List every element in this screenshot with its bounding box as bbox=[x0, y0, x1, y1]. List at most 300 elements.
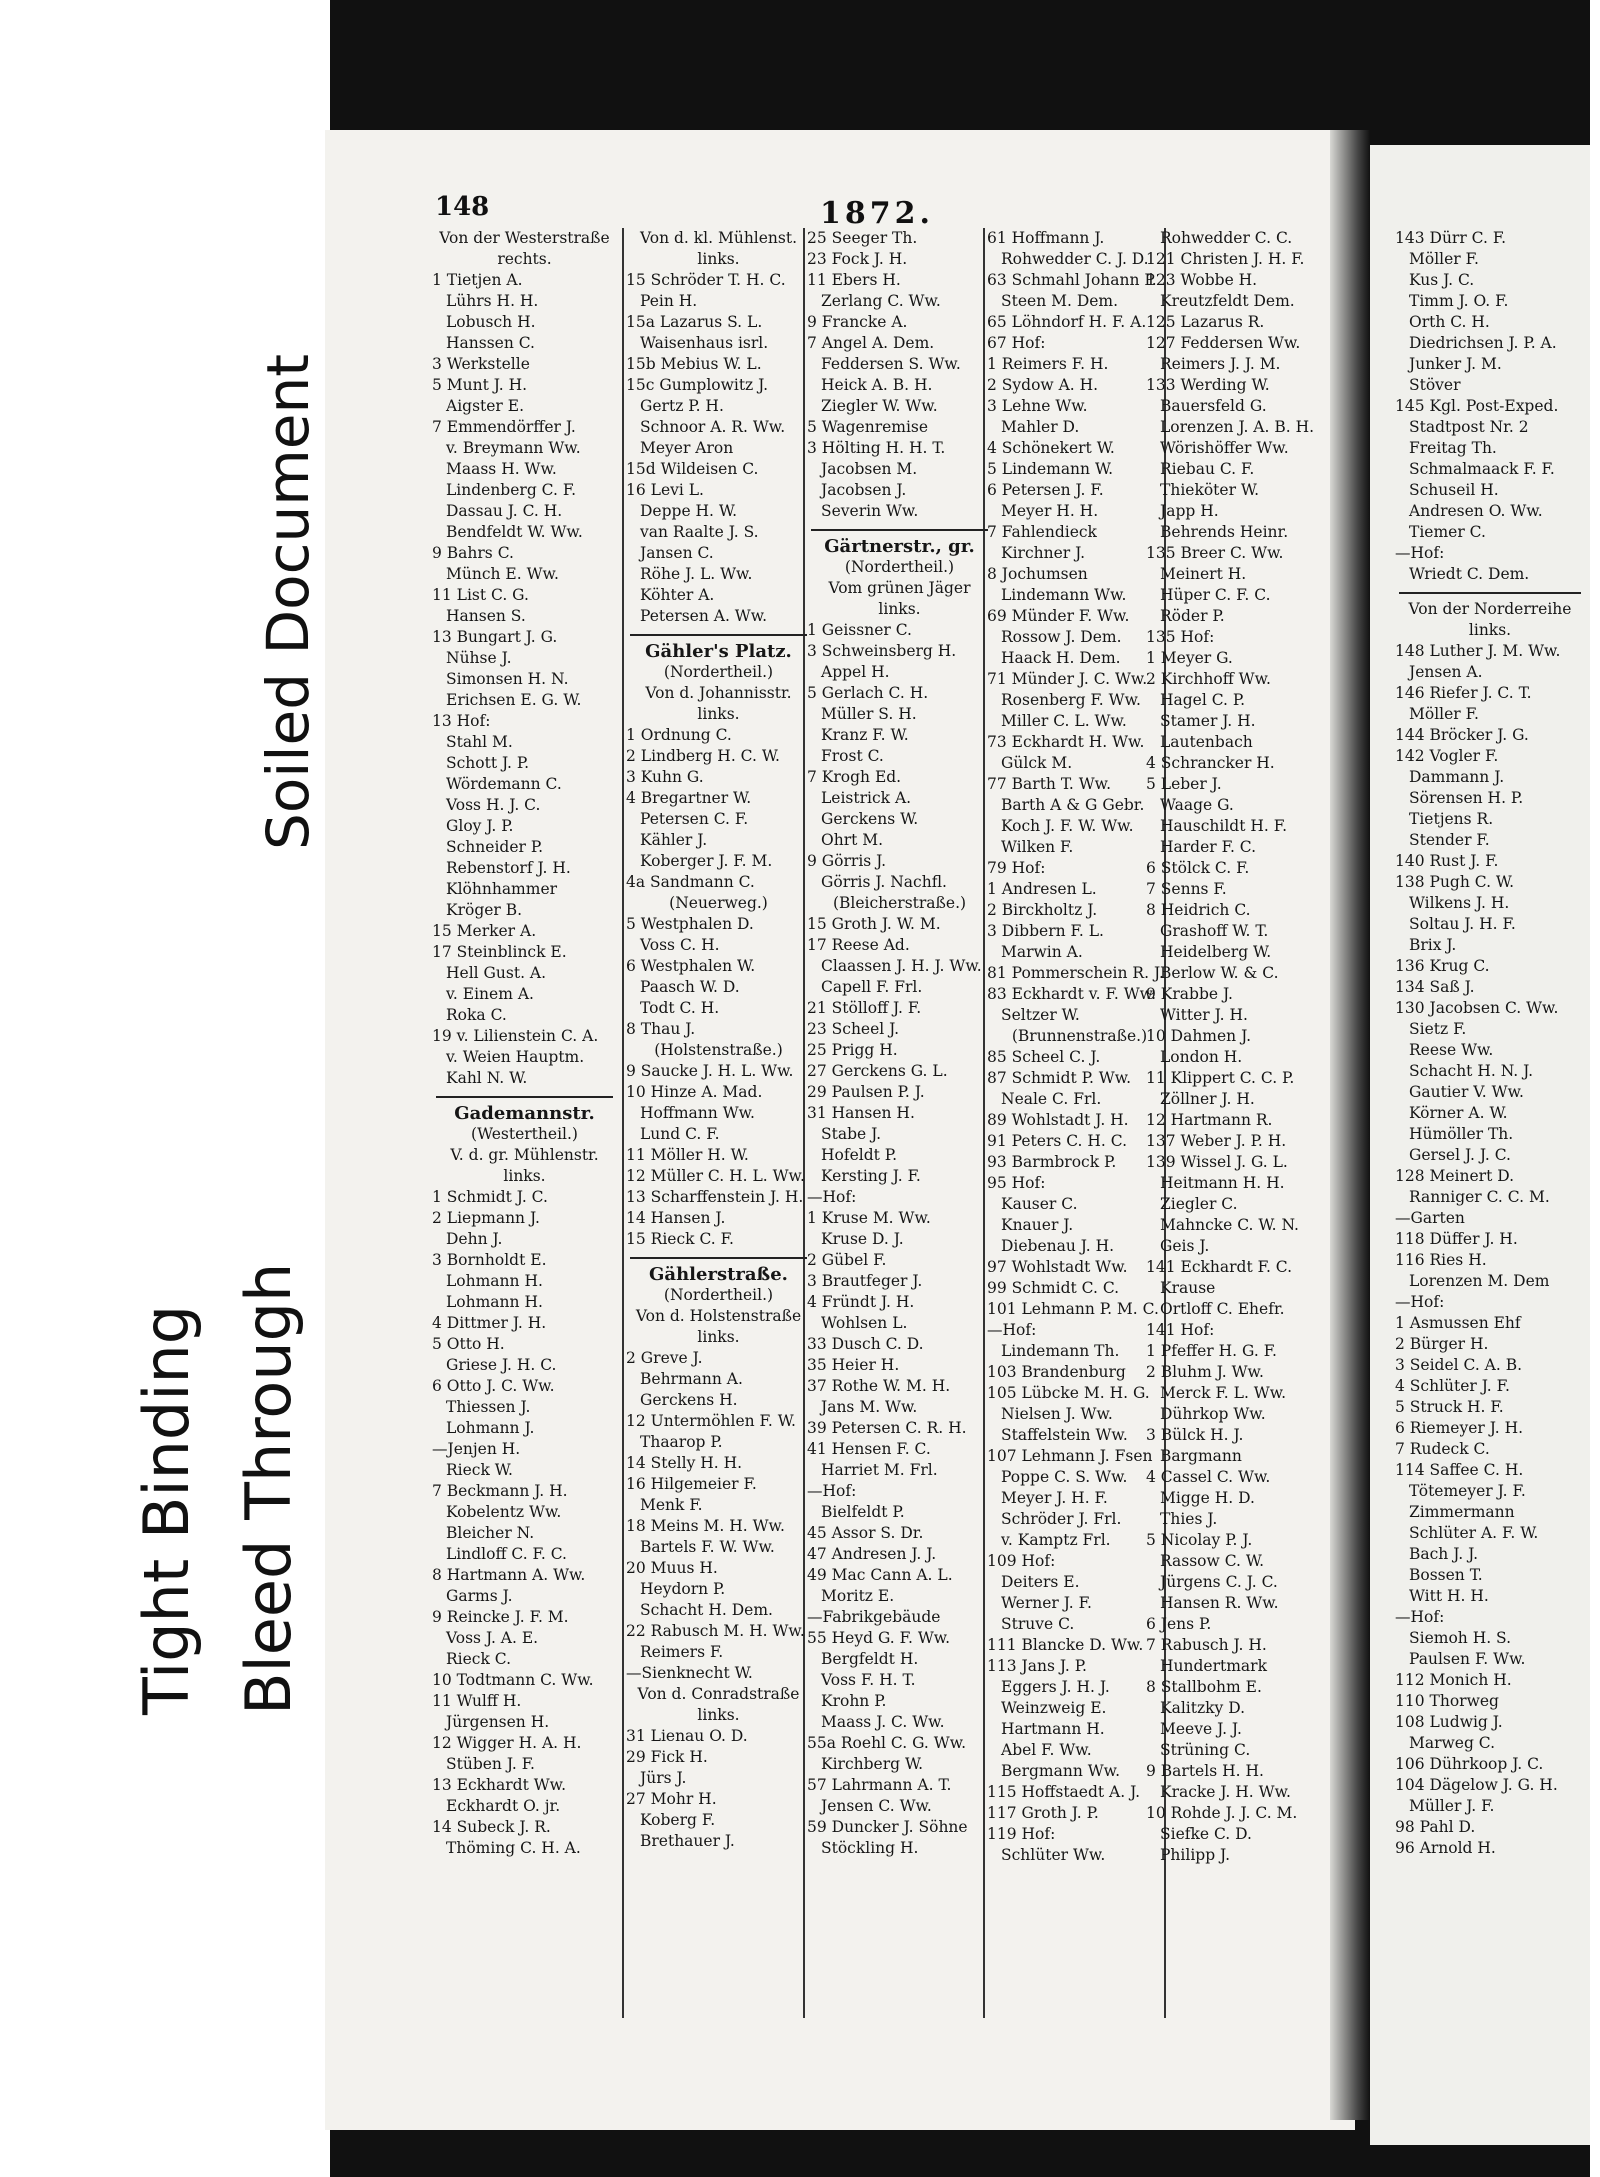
directory-entry: Meeve J. J. bbox=[1160, 1720, 1242, 1738]
directory-entry: Müller S. H. bbox=[821, 705, 917, 723]
directory-entry: 2 Bluhm J. Ww. bbox=[1146, 1363, 1264, 1381]
directory-entry: Marwin A. bbox=[1001, 943, 1083, 961]
directory-entry: 8 Heidrich C. bbox=[1146, 901, 1251, 919]
directory-entry: 145 Kgl. Post-Exped. bbox=[1395, 397, 1559, 415]
directory-entry: Schuseil H. bbox=[1409, 481, 1499, 499]
directory-entry: Meyer J. H. F. bbox=[1001, 1489, 1108, 1507]
directory-entry: 95 Hof: bbox=[987, 1174, 1046, 1192]
directory-entry: Reimers F. bbox=[640, 1643, 724, 1661]
directory-entry: Moritz E. bbox=[821, 1587, 895, 1605]
directory-entry: 69 Münder F. Ww. bbox=[987, 607, 1130, 625]
directory-entry: 13 Eckhardt Ww. bbox=[432, 1776, 567, 1794]
directory-entry: Voss H. J. C. bbox=[446, 796, 541, 814]
directory-entry: Heydorn P. bbox=[640, 1580, 726, 1598]
section-note: Von der Norderreihe bbox=[1408, 600, 1572, 618]
directory-entry: Griese J. H. C. bbox=[446, 1356, 557, 1374]
directory-entry: 12 Müller C. H. L. Ww. bbox=[626, 1167, 805, 1185]
section-note: Von der Westerstraße bbox=[439, 229, 610, 247]
directory-entry: Rossow J. Dem. bbox=[1001, 628, 1122, 646]
directory-entry: 109 Hof: bbox=[987, 1552, 1056, 1570]
section-note: (Westertheil.) bbox=[471, 1125, 578, 1143]
directory-entry: Berlow W. & C. bbox=[1160, 964, 1279, 982]
directory-entry: Bargmann bbox=[1160, 1447, 1242, 1465]
directory-entry: Todt C. H. bbox=[640, 999, 720, 1017]
directory-entry: Jansen C. bbox=[640, 544, 714, 562]
directory-entry: Soltau J. H. F. bbox=[1409, 915, 1516, 933]
directory-entry: 7 Fahlendieck bbox=[987, 523, 1097, 541]
directory-entry: 3 Bülck H. J. bbox=[1146, 1426, 1244, 1444]
directory-entry: Hansen R. Ww. bbox=[1160, 1594, 1279, 1612]
directory-entry: 7 Rudeck C. bbox=[1395, 1440, 1490, 1458]
directory-entry: Meyer H. H. bbox=[1001, 502, 1099, 520]
directory-entry: 3 Dibbern F. L. bbox=[987, 922, 1104, 940]
directory-entry: Lührs H. H. bbox=[446, 292, 539, 310]
directory-entry: 108 Ludwig J. bbox=[1395, 1713, 1503, 1731]
directory-entry: 133 Werding W. bbox=[1146, 376, 1270, 394]
directory-entry: 11 Wulff H. bbox=[432, 1692, 522, 1710]
directory-entry: Miller C. L. Ww. bbox=[1001, 712, 1127, 730]
column-2 bbox=[626, 228, 811, 1852]
directory-entry: 5 Gerlach C. H. bbox=[807, 684, 929, 702]
directory-entry: 22 Rabusch M. H. Ww. bbox=[626, 1622, 805, 1640]
street-heading: Gärtnerstr., gr. bbox=[824, 536, 975, 557]
page-year: 1872. bbox=[820, 196, 934, 231]
directory-entry: Schott J. P. bbox=[446, 754, 530, 772]
directory-entry: Paulsen F. Ww. bbox=[1409, 1650, 1526, 1668]
directory-entry: Gloy J. P. bbox=[446, 817, 514, 835]
directory-entry: Voss J. A. E. bbox=[446, 1629, 539, 1647]
binding-gutter bbox=[1330, 130, 1370, 2120]
directory-entry: London H. bbox=[1160, 1048, 1243, 1066]
directory-entry: 98 Pahl D. bbox=[1395, 1818, 1476, 1836]
directory-entry: Stadtpost Nr. 2 bbox=[1409, 418, 1529, 436]
directory-entry: 15 Rieck C. F. bbox=[626, 1230, 734, 1248]
directory-entry: Bleicher N. bbox=[446, 1524, 535, 1542]
directory-entry: Stamer J. H. bbox=[1160, 712, 1256, 730]
directory-entry: Ortloff C. Ehefr. bbox=[1160, 1300, 1285, 1318]
directory-entry: Thöming C. H. A. bbox=[446, 1839, 581, 1857]
directory-entry: 9 Saucke J. H. L. Ww. bbox=[626, 1062, 794, 1080]
directory-entry: 17 Reese Ad. bbox=[807, 936, 910, 954]
directory-entry: Deiters E. bbox=[1001, 1573, 1080, 1591]
directory-entry: Hundertmark bbox=[1160, 1657, 1267, 1675]
directory-entry: Kruse D. J. bbox=[821, 1230, 904, 1248]
directory-entry: Eggers J. H. J. bbox=[1001, 1678, 1110, 1696]
directory-entry: Capell F. Frl. bbox=[821, 978, 923, 996]
directory-entry: Ziegler C. bbox=[1160, 1195, 1238, 1213]
directory-entry: v. Breymann Ww. bbox=[446, 439, 581, 457]
directory-entry: 141 Eckhardt F. C. bbox=[1146, 1258, 1293, 1276]
directory-entry: Schacht H. Dem. bbox=[640, 1601, 773, 1619]
directory-entry: 4 Schönekert W. bbox=[987, 439, 1115, 457]
label-soiled-box bbox=[232, 275, 326, 865]
directory-entry: 4 Fründt J. H. bbox=[807, 1293, 915, 1311]
section-note: (Neuerweg.) bbox=[669, 894, 768, 912]
directory-entry: —Hof: bbox=[807, 1482, 857, 1500]
directory-entry: —Jenjen H. bbox=[432, 1440, 521, 1458]
directory-entry: 9 Francke A. bbox=[807, 313, 908, 331]
directory-entry: Möller F. bbox=[1409, 705, 1479, 723]
directory-entry: Claassen J. H. J. Ww. bbox=[821, 957, 982, 975]
directory-entry: Stabe J. bbox=[821, 1125, 882, 1143]
directory-entry: Feddersen S. Ww. bbox=[821, 355, 961, 373]
directory-entry: Freitag Th. bbox=[1409, 439, 1497, 457]
directory-entry: Körner A. W. bbox=[1409, 1104, 1508, 1122]
directory-entry: 2 Sydow A. H. bbox=[987, 376, 1099, 394]
directory-entry: Hümöller Th. bbox=[1409, 1125, 1514, 1143]
directory-entry: Meyer Aron bbox=[640, 439, 734, 457]
section-note: (Holstenstraße.) bbox=[654, 1041, 783, 1059]
directory-entry: 15 Schröder T. H. C. bbox=[626, 271, 786, 289]
directory-entry: 3 Werkstelle bbox=[432, 355, 530, 373]
column-6 bbox=[1395, 228, 1585, 1859]
directory-entry: Lohmann H. bbox=[446, 1293, 543, 1311]
directory-entry: Diebenau J. H. bbox=[1001, 1237, 1115, 1255]
label-tags-box bbox=[112, 1085, 330, 1730]
directory-entry: 2 Gübel F. bbox=[807, 1251, 887, 1269]
directory-entry: 1 Schmidt J. C. bbox=[432, 1188, 548, 1206]
directory-entry: Rohwedder C. J. D. bbox=[1001, 250, 1149, 268]
directory-entry: Meinert H. bbox=[1160, 565, 1247, 583]
directory-entry: Timm J. O. F. bbox=[1409, 292, 1509, 310]
directory-entry: Klöhnhammer bbox=[446, 880, 558, 898]
directory-entry: 3 Schweinsberg H. bbox=[807, 642, 957, 660]
directory-entry: Krohn P. bbox=[821, 1692, 887, 1710]
directory-entry: Heidelberg W. bbox=[1160, 943, 1272, 961]
directory-entry: Kersting J. F. bbox=[821, 1167, 921, 1185]
directory-entry: 144 Bröcker J. G. bbox=[1395, 726, 1529, 744]
directory-entry: Grashoff W. T. bbox=[1160, 922, 1269, 940]
directory-entry: Orth C. H. bbox=[1409, 313, 1490, 331]
directory-entry: Dührkop Ww. bbox=[1160, 1405, 1266, 1423]
directory-entry: 117 Groth J. P. bbox=[987, 1804, 1099, 1822]
section-note: (Nordertheil.) bbox=[663, 1286, 774, 1304]
directory-entry: Maass J. C. Ww. bbox=[821, 1713, 945, 1731]
directory-entry: 116 Ries H. bbox=[1395, 1251, 1487, 1269]
directory-entry: Jensen A. bbox=[1409, 663, 1483, 681]
section-note: Von d. kl. Mühlenst. bbox=[639, 229, 798, 247]
directory-entry: Tiemer C. bbox=[1409, 523, 1486, 541]
directory-entry: Knauer J. bbox=[1001, 1216, 1074, 1234]
directory-entry: 103 Brandenburg bbox=[987, 1363, 1126, 1381]
directory-entry: Siefke C. D. bbox=[1160, 1825, 1252, 1843]
section-note: V. d. gr. Mühlenstr. bbox=[450, 1146, 599, 1164]
column-1 bbox=[432, 228, 617, 1859]
directory-entry: 1 Pfeffer H. G. F. bbox=[1146, 1342, 1277, 1360]
directory-entry: 11 Ebers H. bbox=[807, 271, 901, 289]
directory-entry: Poppe C. S. Ww. bbox=[1001, 1468, 1128, 1486]
directory-entry: 5 Wagenremise bbox=[807, 418, 929, 436]
directory-entry: 31 Hansen H. bbox=[807, 1104, 915, 1122]
directory-entry: 11 Klippert C. C. P. bbox=[1146, 1069, 1295, 1087]
directory-entry: Zimmermann bbox=[1409, 1503, 1515, 1521]
directory-entry: Köhter A. bbox=[640, 586, 715, 604]
directory-entry: Jacobsen M. bbox=[821, 460, 918, 478]
directory-entry: 15a Lazarus S. L. bbox=[626, 313, 763, 331]
section-note: Von d. Johannisstr. bbox=[645, 684, 792, 702]
directory-entry: Leistrick A. bbox=[821, 789, 912, 807]
directory-entry: —Sienknecht W. bbox=[626, 1664, 753, 1682]
directory-entry: Wriedt C. Dem. bbox=[1409, 565, 1530, 583]
section-note: (Bleicherstraße.) bbox=[832, 894, 967, 912]
directory-entry: Lindloff C. F. C. bbox=[446, 1545, 567, 1563]
directory-entry: Kirchner J. bbox=[1001, 544, 1086, 562]
directory-entry: Schneider P. bbox=[446, 838, 544, 856]
directory-entry: Lohmann J. bbox=[446, 1419, 535, 1437]
directory-entry: Lund C. F. bbox=[640, 1125, 720, 1143]
directory-entry: 1 Andresen L. bbox=[987, 880, 1097, 898]
directory-entry: Koberg F. bbox=[640, 1811, 716, 1829]
directory-entry: Reese Ww. bbox=[1409, 1041, 1494, 1059]
directory-entry: —Hof: bbox=[807, 1188, 857, 1206]
directory-entry: Stöckling H. bbox=[821, 1839, 919, 1857]
directory-entry: 2 Birckholtz J. bbox=[987, 901, 1098, 919]
directory-entry: Stahl M. bbox=[446, 733, 513, 751]
directory-entry: Gautier V. Ww. bbox=[1409, 1083, 1524, 1101]
directory-entry: Hofeldt P. bbox=[821, 1146, 898, 1164]
directory-entry: 9 Görris J. bbox=[807, 852, 887, 870]
directory-entry: 39 Petersen C. R. H. bbox=[807, 1419, 967, 1437]
directory-entry: Aigster E. bbox=[446, 397, 525, 415]
column-5 bbox=[1146, 228, 1334, 1866]
directory-entry: 96 Arnold H. bbox=[1395, 1839, 1496, 1857]
directory-entry: 3 Lehne Ww. bbox=[987, 397, 1088, 415]
directory-entry: 15 Groth J. W. M. bbox=[807, 915, 941, 933]
directory-entry: Nielsen J. Ww. bbox=[1001, 1405, 1113, 1423]
directory-entry: 15 Merker A. bbox=[432, 922, 537, 940]
directory-entry: Möller F. bbox=[1409, 250, 1479, 268]
directory-entry: 5 Munt J. H. bbox=[432, 376, 528, 394]
directory-entry: 8 Jochumsen bbox=[987, 565, 1088, 583]
directory-entry: Rieck C. bbox=[446, 1650, 512, 1668]
directory-entry: Bartels F. W. Ww. bbox=[640, 1538, 775, 1556]
directory-entry: Müller J. F. bbox=[1409, 1797, 1495, 1815]
directory-entry: Jürgens C. J. C. bbox=[1160, 1573, 1278, 1591]
directory-entry: Hagel C. P. bbox=[1160, 691, 1246, 709]
directory-entry: 6 Petersen J. F. bbox=[987, 481, 1104, 499]
directory-entry: Brethauer J. bbox=[640, 1832, 735, 1850]
directory-entry: Waisenhaus isrl. bbox=[640, 334, 769, 352]
directory-entry: 83 Eckhardt v. F. Ww. bbox=[987, 985, 1157, 1003]
directory-entry: 127 Feddersen Ww. bbox=[1146, 334, 1301, 352]
directory-entry: 10 Todtmann C. Ww. bbox=[432, 1671, 594, 1689]
directory-entry: 8 Stallbohm E. bbox=[1146, 1678, 1262, 1696]
directory-entry: Waage G. bbox=[1160, 796, 1234, 814]
directory-entry: 148 Luther J. M. Ww. bbox=[1395, 642, 1561, 660]
directory-entry: Steen M. Dem. bbox=[1001, 292, 1119, 310]
directory-entry: Eckhardt O. jr. bbox=[446, 1797, 561, 1815]
directory-entry: van Raalte J. S. bbox=[640, 523, 759, 541]
directory-entry: Hell Gust. A. bbox=[446, 964, 547, 982]
directory-entry: Witt H. H. bbox=[1409, 1587, 1489, 1605]
directory-entry: Mahler D. bbox=[1001, 418, 1080, 436]
section-note: Von d. Holstenstraße bbox=[635, 1307, 802, 1325]
directory-entry: Lorenzen M. Dem bbox=[1409, 1272, 1550, 1290]
directory-entry: 29 Fick H. bbox=[626, 1748, 708, 1766]
directory-entry: Schlüter Ww. bbox=[1001, 1846, 1106, 1864]
directory-entry: Behrends Heinr. bbox=[1160, 523, 1289, 541]
directory-entry: Appel H. bbox=[821, 663, 890, 681]
directory-entry: Röder P. bbox=[1160, 607, 1225, 625]
directory-entry: Lorenzen J. A. B. H. bbox=[1160, 418, 1315, 436]
directory-entry: 7 Senns F. bbox=[1146, 880, 1227, 898]
directory-entry: Hansen S. bbox=[446, 607, 526, 625]
directory-entry: 61 Hoffmann J. bbox=[987, 229, 1105, 247]
directory-entry: 15d Wildeisen C. bbox=[626, 460, 759, 478]
directory-entry: 12 Wigger H. A. H. bbox=[432, 1734, 582, 1752]
directory-entry: 110 Thorweg bbox=[1395, 1692, 1499, 1710]
directory-entry: Kahl N. W. bbox=[446, 1069, 528, 1087]
directory-entry: 55a Roehl C. G. Ww. bbox=[807, 1734, 967, 1752]
directory-entry: 91 Peters C. H. C. bbox=[987, 1132, 1128, 1150]
directory-entry: —Hof: bbox=[1395, 544, 1445, 562]
directory-entry: 13 Bungart J. G. bbox=[432, 628, 558, 646]
directory-entry: 143 Dürr C. F. bbox=[1395, 229, 1507, 247]
directory-entry: 6 Westphalen W. bbox=[626, 957, 756, 975]
directory-entry: 25 Prigg H. bbox=[807, 1041, 898, 1059]
directory-entry: Rieck W. bbox=[446, 1461, 513, 1479]
directory-entry: Bauersfeld G. bbox=[1160, 397, 1267, 415]
directory-entry: 10 Rohde J. J. C. M. bbox=[1146, 1804, 1298, 1822]
directory-entry: Migge H. D. bbox=[1160, 1489, 1255, 1507]
directory-entry: 101 Lehmann P. M. C. bbox=[987, 1300, 1159, 1318]
directory-entry: Kreutzfeldt Dem. bbox=[1160, 292, 1295, 310]
directory-entry: Lindenberg C. F. bbox=[446, 481, 577, 499]
directory-entry: Hauschildt H. F. bbox=[1160, 817, 1287, 835]
directory-entry: Schmalmaack F. F. bbox=[1409, 460, 1555, 478]
directory-entry: 33 Dusch C. D. bbox=[807, 1335, 924, 1353]
directory-entry: Dammann J. bbox=[1409, 768, 1505, 786]
directory-entry: 140 Rust J. F. bbox=[1395, 852, 1499, 870]
directory-entry: 11 Möller H. W. bbox=[626, 1146, 749, 1164]
directory-entry: —Hof: bbox=[1395, 1608, 1445, 1626]
directory-entry: 4 Schrancker H. bbox=[1146, 754, 1275, 772]
section-note: Vom grünen Jäger bbox=[828, 579, 971, 597]
directory-entry: 141 Hof: bbox=[1146, 1321, 1215, 1339]
directory-entry: 3 Bornholdt E. bbox=[432, 1251, 547, 1269]
directory-entry: Wörishöffer Ww. bbox=[1160, 439, 1289, 457]
directory-entry: Ranniger C. C. M. bbox=[1409, 1188, 1550, 1206]
directory-entry: Kobelentz Ww. bbox=[446, 1503, 562, 1521]
directory-entry: 89 Wohlstadt J. H. bbox=[987, 1111, 1129, 1129]
directory-entry: 6 Riemeyer J. H. bbox=[1395, 1419, 1524, 1437]
directory-entry: Zerlang C. Ww. bbox=[821, 292, 941, 310]
column-3 bbox=[807, 228, 992, 1859]
directory-entry: Rassow C. W. bbox=[1160, 1552, 1265, 1570]
directory-entry: 6 Stölck C. F. bbox=[1146, 859, 1250, 877]
directory-entry: Tötemeyer J. F. bbox=[1409, 1482, 1526, 1500]
directory-entry: v. Einem A. bbox=[446, 985, 534, 1003]
directory-entry: 107 Lehmann J. Fsen bbox=[987, 1447, 1153, 1465]
directory-entry: Gerckens H. bbox=[640, 1391, 738, 1409]
directory-entry: 3 Brautfeger J. bbox=[807, 1272, 923, 1290]
directory-entry: Mahncke C. W. N. bbox=[1160, 1216, 1299, 1234]
directory-entry: 17 Steinblinck E. bbox=[432, 943, 567, 961]
directory-entry: Wördemann C. bbox=[446, 775, 562, 793]
directory-entry: Ohrt M. bbox=[821, 831, 884, 849]
section-divider bbox=[630, 634, 807, 636]
directory-entry: 4 Cassel C. Ww. bbox=[1146, 1468, 1271, 1486]
directory-entry: 115 Hoffstaedt A. J. bbox=[987, 1783, 1141, 1801]
directory-entry: 5 Lindemann W. bbox=[987, 460, 1114, 478]
directory-entry: Voss F. H. T. bbox=[821, 1671, 916, 1689]
directory-entry: Kalitzky D. bbox=[1160, 1699, 1246, 1717]
directory-entry: 113 Jans J. P. bbox=[987, 1657, 1087, 1675]
directory-entry: Witter J. H. bbox=[1160, 1006, 1248, 1024]
directory-entry: Harder F. C. bbox=[1160, 838, 1257, 856]
directory-entry: —Hof: bbox=[987, 1321, 1037, 1339]
directory-entry: 111 Blancke D. Ww. bbox=[987, 1636, 1144, 1654]
directory-entry: Tietjens R. bbox=[1409, 810, 1494, 828]
directory-entry: 4 Bregartner W. bbox=[626, 789, 752, 807]
directory-entry: 10 Dahmen J. bbox=[1146, 1027, 1252, 1045]
directory-entry: 13 Hof: bbox=[432, 712, 491, 730]
directory-entry: 112 Monich H. bbox=[1395, 1671, 1512, 1689]
directory-entry: Deppe H. W. bbox=[640, 502, 738, 520]
directory-entry: 71 Münder J. C. Ww. bbox=[987, 670, 1148, 688]
directory-entry: 138 Pugh C. W. bbox=[1395, 873, 1515, 891]
section-divider bbox=[436, 1096, 613, 1098]
directory-entry: 93 Barmbrock P. bbox=[987, 1153, 1117, 1171]
directory-entry: Bossen T. bbox=[1409, 1566, 1483, 1584]
directory-entry: Kauser C. bbox=[1001, 1195, 1078, 1213]
directory-entry: Thiessen J. bbox=[446, 1398, 531, 1416]
directory-entry: Heick A. B. H. bbox=[821, 376, 933, 394]
directory-entry: Erichsen E. G. W. bbox=[446, 691, 582, 709]
directory-entry: 25 Seeger Th. bbox=[807, 229, 918, 247]
directory-entry: Dassau J. C. H. bbox=[446, 502, 563, 520]
directory-entry: 85 Scheel C. J. bbox=[987, 1048, 1101, 1066]
directory-entry: Jürgensen H. bbox=[446, 1713, 550, 1731]
directory-entry: Wilkens J. H. bbox=[1409, 894, 1510, 912]
directory-entry: 16 Levi L. bbox=[626, 481, 704, 499]
directory-entry: Wilken F. bbox=[1001, 838, 1074, 856]
directory-entry: Jacobsen J. bbox=[821, 481, 907, 499]
directory-entry: 37 Rothe W. M. H. bbox=[807, 1377, 951, 1395]
directory-entry: 5 Nicolay P. J. bbox=[1146, 1531, 1253, 1549]
directory-entry: Kus J. C. bbox=[1409, 271, 1475, 289]
directory-entry: v. Kamptz Frl. bbox=[1001, 1531, 1111, 1549]
section-note: links. bbox=[1468, 621, 1512, 639]
directory-entry: 2 Lindberg H. C. W. bbox=[626, 747, 780, 765]
directory-entry: Schacht H. N. J. bbox=[1409, 1062, 1534, 1080]
directory-entry: 2 Liepmann J. bbox=[432, 1209, 540, 1227]
directory-entry: Simonsen H. N. bbox=[446, 670, 569, 688]
directory-entry: 79 Hof: bbox=[987, 859, 1046, 877]
directory-entry: Neale C. Frl. bbox=[1001, 1090, 1102, 1108]
directory-entry: 31 Lienau O. D. bbox=[626, 1727, 748, 1745]
directory-entry: 142 Vogler F. bbox=[1395, 747, 1499, 765]
directory-entry: Petersen C. F. bbox=[640, 810, 749, 828]
section-divider bbox=[630, 1257, 807, 1259]
directory-entry: 5 Leber J. bbox=[1146, 775, 1222, 793]
directory-entry: Bendfeldt W. Ww. bbox=[446, 523, 583, 541]
directory-entry: Japp H. bbox=[1160, 502, 1219, 520]
directory-entry: 4 Dittmer J. H. bbox=[432, 1314, 547, 1332]
directory-entry: 106 Dührkoop J. C. bbox=[1395, 1755, 1544, 1773]
directory-entry: Koberger J. F. M. bbox=[640, 852, 773, 870]
directory-entry: —Garten bbox=[1395, 1209, 1465, 1227]
directory-entry: 35 Heier H. bbox=[807, 1356, 900, 1374]
directory-entry: Andresen O. Ww. bbox=[1409, 502, 1543, 520]
directory-entry: Jürs J. bbox=[640, 1769, 687, 1787]
directory-entry: 2 Greve J. bbox=[626, 1349, 703, 1367]
directory-entry: 59 Duncker J. Söhne bbox=[807, 1818, 968, 1836]
directory-entry: 8 Hartmann A. Ww. bbox=[432, 1566, 586, 1584]
section-divider bbox=[1399, 592, 1581, 594]
directory-entry: 137 Weber J. P. H. bbox=[1146, 1132, 1287, 1150]
directory-entry: Werner J. F. bbox=[1001, 1594, 1092, 1612]
